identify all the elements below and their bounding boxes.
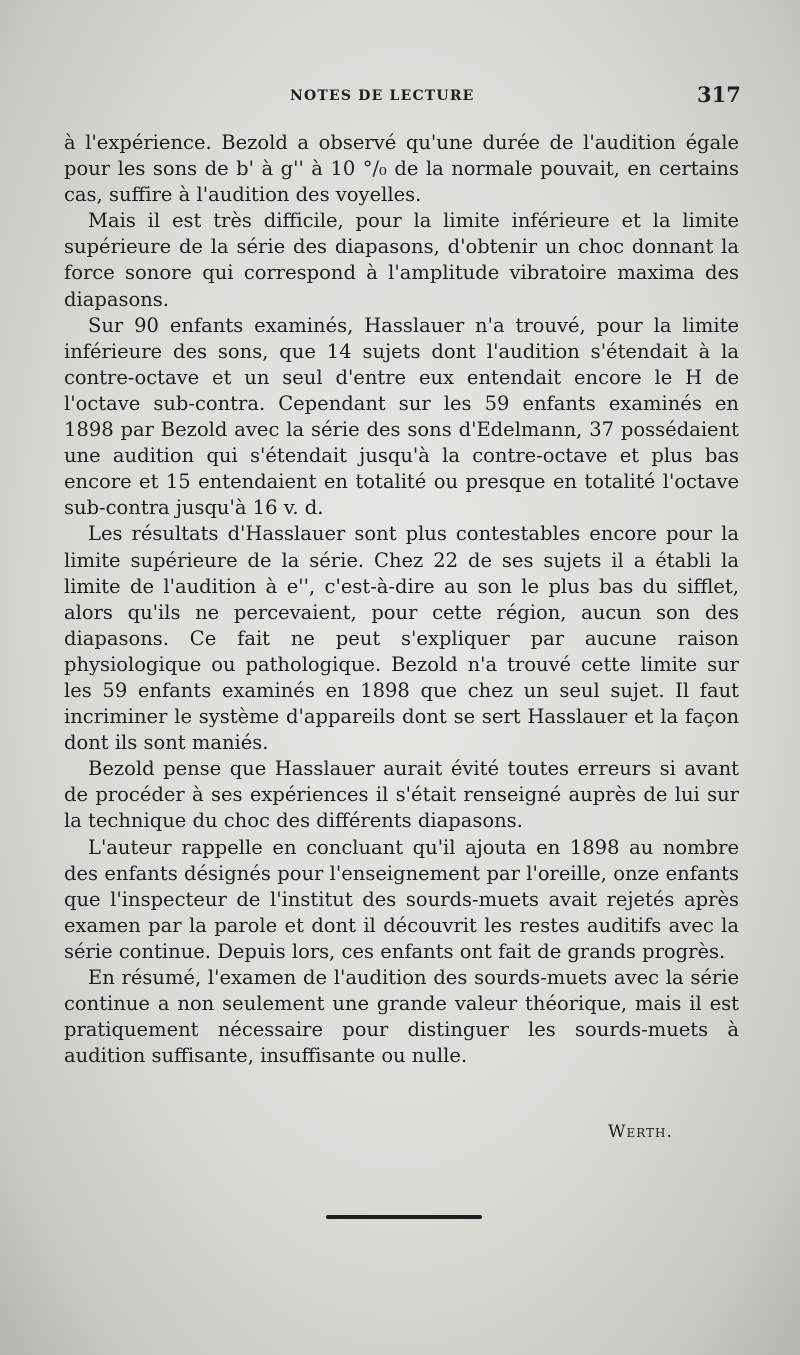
paragraph: Les résultats d'Hasslauer sont plus contestables encore pour la limite supérieure de la série. Chez 22 de ses sujets il a établi la limite de l'audition à e'', c'est-à-dire au son le plus bas du sifflet, alors qu'ils ne percevaient, pour cette région, aucun son des diapasons. Ce fait ne peut s'expliquer par aucune raison physiologique ou pathologique. Bezold n'a trouvé cette limite sur les 59 enfants examinés en 1898 que chez un seul sujet. Il faut incriminer le système d'appareils dont se sert Hasslauer et la façon dont ils sont maniés. bbox=[64, 522, 739, 755]
author-signature: Werth. bbox=[608, 1122, 673, 1142]
paragraph: En résumé, l'examen de l'audition des sourds-muets avec la série continue a non seulement une grande valeur théorique, mais il est pratiquement nécessaire pour distinguer les sourds-muets à audition suffisante, insuffisante ou nulle. bbox=[64, 966, 739, 1068]
page-header bbox=[0, 78, 800, 114]
page-number: 317 bbox=[697, 82, 741, 107]
paragraph: L'auteur rappelle en concluant qu'il ajouta en 1898 au nombre des enfants désignés pour l'enseignement par l'oreille, onze enfants que l'inspecteur de l'institut des sourds-muets avait rejetés après examen par la parole et dont il découvrit les restes auditifs avec la série continue. Depuis lors, ces enfants ont fait de grands progrès. bbox=[64, 835, 739, 963]
running-head: NOTES DE LECTURE bbox=[290, 88, 475, 104]
section-end-rule bbox=[326, 1215, 482, 1219]
paragraph: Bezold pense que Hasslauer aurait évité toutes erreurs si avant de procéder à ses expériences il s'était renseigné auprès de lui sur la technique du choc des différents diapasons. bbox=[64, 757, 739, 833]
paragraph: Sur 90 enfants examinés, Hasslauer n'a trouvé, pour la limite inférieure des sons, que 14 sujets dont l'audition s'étendait à la contre-octave et un seul d'entre eux entendait encore le H de l'octave sub-contra. Cependant sur les 59 enfants examinés en 1898 par Bezold avec la série des sons d'Edelmann, 37 possédaient une audition qui s'étendait jusqu'à la contre-octave et plus bas encore et 15 entendaient en totalité ou presque en totalité l'octave sub-contra jusqu'à 16 v. d. bbox=[64, 313, 739, 520]
body-text bbox=[64, 130, 739, 1069]
paragraph: à l'expérience. Bezold a observé qu'une durée de l'audition égale pour les sons de b' à g'' à 10 °/₀ de la normale pouvait, en certains cas, suffire à l'audition des voyelles. bbox=[64, 131, 739, 207]
paragraph: Mais il est très difficile, pour la limite inférieure et la limite supérieure de la série des diapasons, d'obtenir un choc donnant la force sonore qui correspond à l'amplitude vibratoire maxima des diapasons. bbox=[64, 209, 739, 311]
